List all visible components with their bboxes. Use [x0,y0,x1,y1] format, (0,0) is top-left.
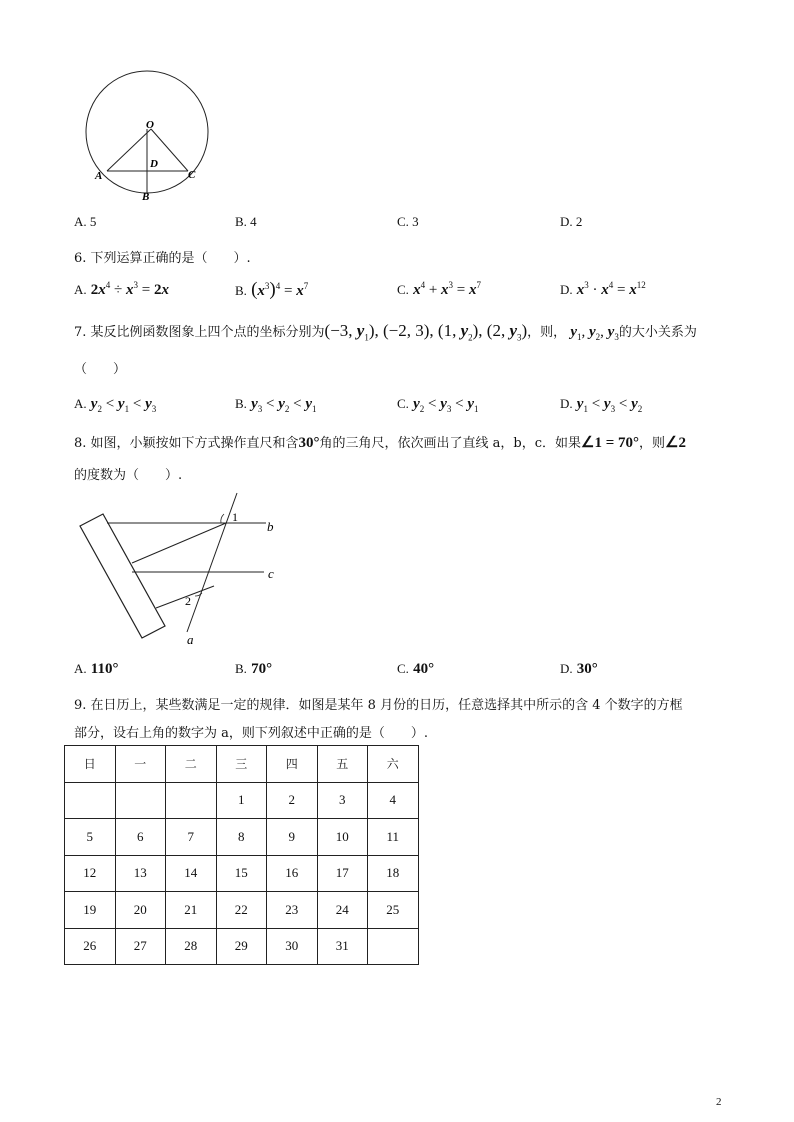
q6-option-a: A. $2x^4 \div x^3 = 2x$ [74,280,169,298]
calendar-day-cell [368,928,419,965]
calendar-day-cell: 27 [115,928,166,965]
label-d: D [150,158,158,170]
q6-stem: 6. 下列运算正确的是（ ）. [74,251,251,266]
q7-option-c: C. $y_2 < y_3 < y_1$ [397,396,479,414]
calendar-day-cell: 14 [166,855,217,892]
calendar-day-cell: 5 [65,819,116,856]
q8-option-a: A. 110° [74,661,119,677]
q8-option-b: B. 70° [235,661,273,677]
calendar-header-cell: 日 [65,746,116,783]
calendar-day-cell: 13 [115,855,166,892]
calendar-day-cell: 24 [317,892,368,929]
q5-option-c: C. 3 [397,214,419,229]
label-c: C [188,169,196,181]
q9-stem-line1: 9. 在日历上，某些数满足一定的规律．如图是某年 8 月份的日历，任意选择其中所示的含 4 个数字的方框 [74,698,683,713]
q5-option-b: B. 4 [235,214,257,229]
calendar-day-cell: 2 [267,782,318,819]
calendar-day-cell: 7 [166,819,217,856]
calendar-week-row [65,928,419,965]
calendar-day-cell: 19 [65,892,116,929]
page-number: 2 [716,1096,722,1108]
calendar-day-cell: 18 [368,855,419,892]
q9-stem-line2: 部分，设右上角的数字为 a，则下列叙述中正确的是（ ）. [74,726,429,741]
circle-figure [80,70,220,206]
label-c-line: c [268,566,274,581]
label-b-line: b [267,519,274,534]
q7-option-b: B. $y_3 < y_2 < y_1$ [235,396,317,414]
calendar-day-cell: 22 [216,892,267,929]
q6-option-b: B. $(x^3)^4 = x^7$ [235,279,309,300]
calendar-day-cell: 31 [317,928,368,965]
calendar-header-cell: 四 [267,746,318,783]
q8-stem-line1: 8. 如图，小颖按如下方式操作直尺和含30°角的三角尺，依次画出了直线 a，b，c．如果∠1 = 70°，则∠2 [74,435,687,451]
q6-option-c: C. $x^4 + x^3 = x^7$ [397,280,481,298]
calendar-header-cell: 五 [317,746,368,783]
calendar-day-cell: 17 [317,855,368,892]
q7-stem: 7. 某反比例函数图象上四个点的坐标分别为(−3, $y_1$), (−2, 3), (1, $y_2$), (2, $y_3$)，则， $y_1$, $y_2$, $y_3$的大小关系为 [74,321,697,343]
calendar-day-cell [166,782,217,819]
calendar-day-cell: 4 [368,782,419,819]
august-calendar [64,745,419,965]
calendar-day-cell: 6 [115,819,166,856]
calendar-day-cell: 12 [65,855,116,892]
calendar-day-cell: 3 [317,782,368,819]
q8-option-c: C. 40° [397,661,435,677]
calendar-day-cell [65,782,116,819]
calendar-day-cell: 20 [115,892,166,929]
label-a: A [95,170,103,182]
ruler-triangle-figure [74,490,304,650]
calendar-day-cell: 11 [368,819,419,856]
q8-option-d: D. 30° [560,661,598,677]
calendar-day-cell: 28 [166,928,217,965]
label-o: O [146,119,154,131]
calendar-day-cell: 8 [216,819,267,856]
calendar-day-cell: 29 [216,928,267,965]
label-a-line: a [187,632,194,647]
calendar-day-cell: 25 [368,892,419,929]
calendar-day-cell: 23 [267,892,318,929]
calendar-day-cell: 21 [166,892,217,929]
calendar-day-cell [115,782,166,819]
calendar-week-row [65,855,419,892]
calendar-day-cell: 1 [216,782,267,819]
calendar-header-cell: 六 [368,746,419,783]
q7-option-d: D. $y_1 < y_3 < y_2$ [560,396,643,414]
calendar-day-cell: 30 [267,928,318,965]
calendar-week-row [65,892,419,929]
calendar-header-cell: 二 [166,746,217,783]
calendar-week-row [65,819,419,856]
calendar-day-cell: 9 [267,819,318,856]
calendar-header-cell: 一 [115,746,166,783]
calendar-day-cell: 26 [65,928,116,965]
label-b: B [142,191,150,203]
q6-option-d: D. $x^3 \cdot x^4 = x^{12}$ [560,280,646,298]
q7-paren: （ ） [74,362,127,377]
calendar-header-row [65,746,419,783]
q5-option-a: A. 5 [74,214,97,229]
label-angle-1: 1 [232,510,238,524]
q7-option-a: A. $y_2 < y_1 < y_3$ [74,396,157,414]
label-angle-2: 2 [185,594,191,608]
calendar-header-cell: 三 [216,746,267,783]
q5-option-d: D. 2 [560,214,583,229]
calendar-week-row [65,782,419,819]
calendar-day-cell: 16 [267,855,318,892]
calendar-day-cell: 10 [317,819,368,856]
calendar-day-cell: 15 [216,855,267,892]
q8-stem-line2: 的度数为（ ）. [74,468,183,483]
